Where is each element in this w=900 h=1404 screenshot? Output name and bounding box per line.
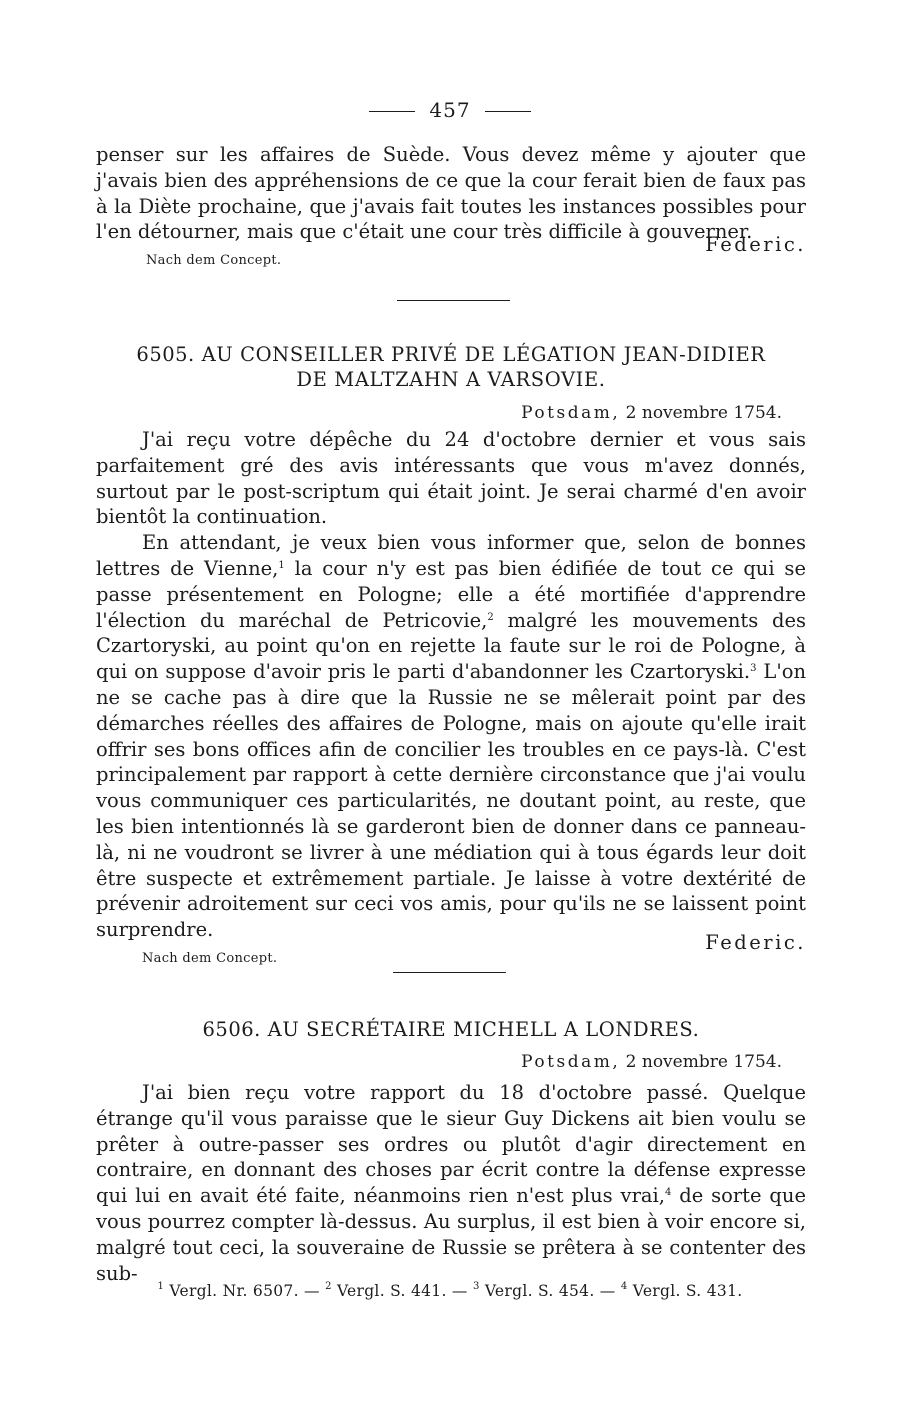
letter-6506-date: 2 novembre 1754. — [625, 1052, 782, 1072]
letter-6506-body — [96, 1080, 806, 1286]
letter-6505-para2-d: L'on ne se cache pas à dire que la Russie ne se mêlerait point par des démarches réelles des affaires de Pologne, mais on ajoute qu'elle irait offrir ses bons offices afin de concilier les troubles en ce pays-là. C'est principalement par rapport à cette dernière circonstance que j'ai voulu vous communiquer ces particularités, ne doutant point, au reste, que les bien intentionnés là se garderont bien de donner dans ce panneau-là, ni ne voudront se livrer à une médiation qui à tous égards leur doit être suspecte et extrêmement partiale. Je laisse à votre dextérité de prévenir adroitement sur ceci vos amis, pour qu'ils ne se laissent point surprendre. — [96, 660, 806, 942]
letter-6505-title-line1: AU CONSEILLER PRIVÉ DE LÉGATION JEAN-DIDIER — [201, 343, 766, 366]
top-fragment — [96, 142, 806, 268]
letter-6505-date: 2 novembre 1754. — [625, 403, 782, 423]
top-fragment-text: penser sur les affaires de Suède. Vous devez même y ajouter que j'avais bien des appréhensions de ce que la cour ferait bien de faux pas à la Diète prochaine, que j'avais fait toutes les instances possibles pour l'en détourner, mais que c'était une cour très difficile à gouverner. — [96, 143, 806, 244]
letter-6505-para1: J'ai reçu votre dépêche du 24 d'octobre dernier et vous sais parfaitement gré des avis intéressants que vous m'avez donnés, surtout par le post-scriptum qui était joint. Je serai charmé d'en avoir bientôt la continuation. — [96, 428, 806, 529]
page-number — [0, 98, 900, 122]
footnote-3-text: Vergl. S. 454. — — [479, 1282, 616, 1300]
page-number-text: 457 — [429, 98, 471, 122]
footnote-4-text: Vergl. S. 431. — [627, 1282, 743, 1300]
section-divider-1 — [397, 300, 510, 301]
footnote-1-mark: 1 — [157, 1281, 165, 1292]
footnote-ref-4: 4 — [664, 1187, 672, 1199]
letter-6505-signature: Federic. — [705, 930, 806, 954]
footnote-1-text: Vergl. Nr. 6507. — — [164, 1282, 320, 1300]
top-fragment-signature: Federic. — [705, 233, 806, 257]
letter-6506-para1 — [96, 1080, 806, 1286]
letter-6506-para1-b: de sorte que vous pourrez compter là-dessus. Au surplus, il est bien à voir encore si, malgré tout ceci, la souveraine de Russie se prêtera à se contenter des sub- — [96, 1184, 806, 1285]
letter-6505-number: 6505. — [136, 343, 195, 366]
letter-6506-title: AU SECRÉTAIRE MICHELL A LONDRES. — [267, 1018, 700, 1041]
footnote-2-mark: 2 — [325, 1281, 332, 1292]
letter-6505-para2-c: malgré les mouvements des Czartoryski, au point qu'on en rejette la faute sur le roi de Pologne, à qui on suppose d'avoir pris le parti d'abandonner les Czartoryski. — [96, 608, 806, 684]
letter-6505-dateline — [521, 403, 782, 423]
letter-6506-place: Potsdam, — [521, 1052, 621, 1072]
footnote-ref-2: 2 — [487, 611, 494, 623]
letter-6505-source: Nach dem Concept. — [142, 950, 278, 966]
letter-6505-heading — [96, 342, 806, 392]
letter-6505-place: Potsdam, — [521, 403, 621, 423]
letter-6505-para2-b: la cour n'y est pas bien édifiée de tout ce qui se passe présentement en Pologne; elle a été mortifiée d'apprendre l'élection du maréchal de Petricovie, — [96, 556, 806, 632]
footnotes — [0, 1282, 900, 1300]
section-divider-2 — [393, 972, 506, 973]
letter-6506-number: 6506. — [202, 1018, 261, 1041]
footnote-3-mark: 3 — [472, 1281, 480, 1292]
footnote-ref-1: 1 — [278, 559, 285, 571]
letter-6505-body — [96, 427, 806, 966]
footnote-ref-3: 3 — [750, 663, 757, 675]
footnote-4-mark: 4 — [620, 1281, 628, 1292]
letter-6505-para2 — [96, 530, 806, 943]
page-number-dash-left — [369, 111, 415, 112]
page-number-dash-right — [485, 111, 531, 112]
letter-6505-para2-a: En attendant, je veux bien vous informer que, selon de bonnes lettres de Vienne, — [96, 531, 806, 580]
letter-6506-dateline — [521, 1052, 782, 1072]
top-fragment-source: Nach dem Concept. — [146, 253, 282, 269]
letter-6505-title-line2: DE MALTZAHN A VARSOVIE. — [296, 368, 606, 391]
letter-6506-heading — [96, 1017, 806, 1042]
footnote-2-text: Vergl. S. 441. — — [331, 1282, 468, 1300]
letter-6506-para1-a: J'ai bien reçu votre rapport du 18 d'octobre passé. Quelque étrange qu'il vous paraisse que le sieur Guy Dickens ait bien voulu se prêter à outre-passer ses ordres ou plutôt d'agir directement en contraire, en donnant des choses par écrit contre la défense expresse qui lui en avait été faite, néanmoins rien n'est plus vrai, — [96, 1081, 806, 1208]
